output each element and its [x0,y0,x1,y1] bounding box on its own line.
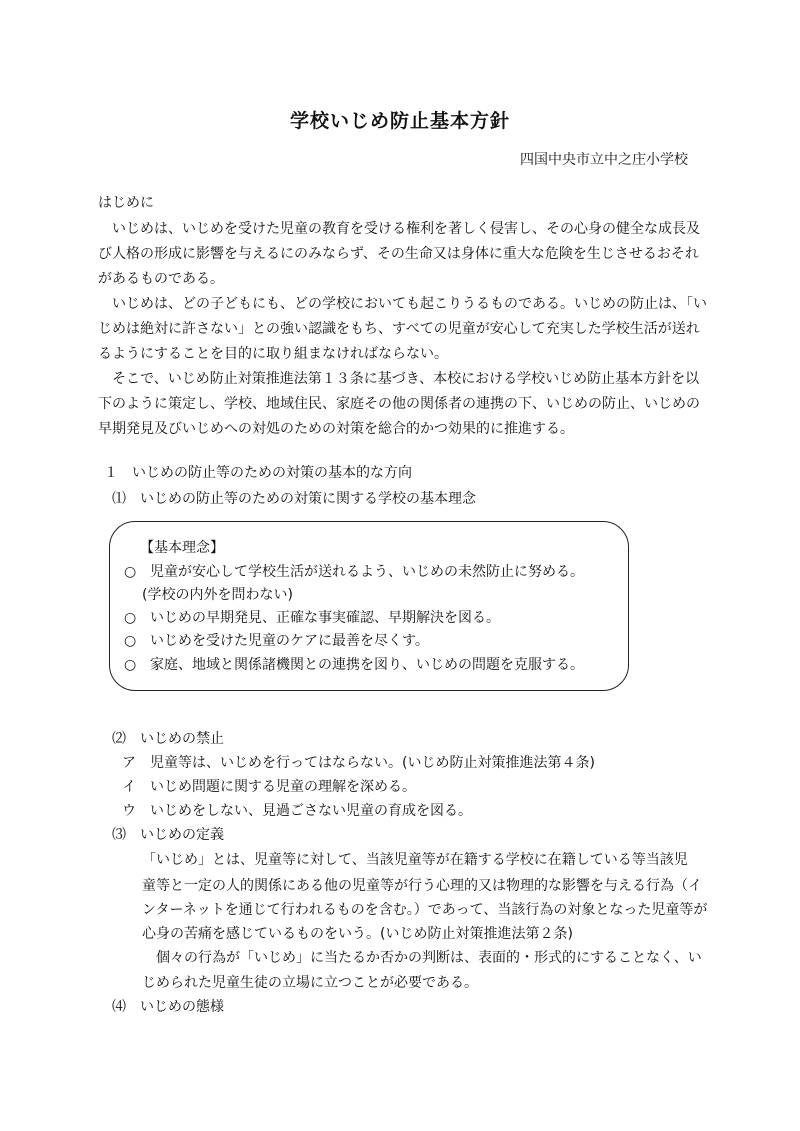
school-name: 四国中央市立中之庄小学校 [520,152,688,168]
intro-line: いじめは、いじめを受けた児童の教育を受ける権利を著しく侵害し、その心身の健全な成長及 [112,221,700,237]
box-item: ○ 児童が安心して学校生活が送れるよう、いじめの未然防止に努める。 [124,564,584,580]
intro-line: 早期発見及びいじめへの対処のための対策を総合的かつ効果的に推進する。 [98,421,574,437]
section-1-heading: １ いじめの防止等のための対策の基本的な方向 [104,465,412,481]
section-1-sub-2: ⑵ いじめの禁止 [112,731,224,747]
box-heading: 【基本理念】 [140,540,224,556]
circle-bullet-icon: ○ [124,657,137,673]
definition-line: 個々の行為が「いじめ」に当たるか否かの判断は、表面的・形式的にすることなく、い [156,950,702,966]
box-item: ○ 家庭、地域と関係諸機関との連携を図り、いじめの問題を克服する。 [124,657,584,673]
definition-line: 童等と一定の人的関係にある他の児童等が行う心理的又は物理的な影響を与える行為（イ [142,878,702,894]
box-item: ○ いじめを受けた児童のケアに最善を尽くす。 [124,633,429,649]
box-item: ○ いじめの早期発見、正確な事実確認、早期解決を図る。 [124,610,500,626]
page-title: 学校いじめ防止基本方針 [289,110,510,132]
definition-line: じめられた児童生徒の立場に立つことが必要である。 [142,975,478,991]
circle-bullet-icon: ○ [124,633,137,649]
box-item-note: (学校の内外を問わない) [142,587,293,603]
intro-line: び人格の形成に影響を与えるにのみならず、その生命又は身体に重大な危険を生じさせるおそれ [98,246,699,262]
intro-line: があるものである。 [98,271,224,287]
definition-line: 「いじめ」とは、児童等に対して、当該児童等が在籍する学校に在籍している等当該児 [142,852,688,868]
circle-bullet-icon: ○ [124,564,137,580]
intro-line: 下のように策定し、学校、地域住民、家庭その他の関係者の連携の下、いじめの防止、いじめの [98,396,700,412]
section-1-sub-4: ⑷ いじめの態様 [112,999,224,1015]
prohibition-item: ア 児童等は、いじめを行ってはならない。(いじめ防止対策推進法第４条) [122,755,595,771]
prohibition-item: イ いじめ問題に関する児童の理解を深める。 [122,779,416,795]
intro-line: じめは絶対に許さない」との強い認識をもち、すべての児童が安心して充実した学校生活が送れ [98,321,700,337]
definition-line: ンターネットを通じて行われるものを含む。）であって、当該行為の対象となった児童等が [142,902,708,918]
intro-heading: はじめに [98,195,154,211]
section-1-sub-3: ⑶ いじめの定義 [112,827,224,843]
intro-line: るようにすることを目的に取り組まなければならない。 [98,346,448,362]
circle-bullet-icon: ○ [124,610,137,626]
intro-line: いじめは、どの子どもにも、どの学校においても起こりうるものである。いじめの防止は、「い [112,296,707,312]
section-1-sub-1: ⑴ いじめの防止等のための対策に関する学校の基本理念 [112,491,476,507]
prohibition-item: ウ いじめをしない、見過ごさない児童の育成を図る。 [122,803,472,819]
intro-line: そこで、いじめ防止対策推進法第１３条に基づき、本校における学校いじめ防止基本方針を以 [112,371,700,387]
definition-line: 心身の苦痛を感じているものをいう。(いじめ防止対策推進法第２条) [142,926,573,942]
